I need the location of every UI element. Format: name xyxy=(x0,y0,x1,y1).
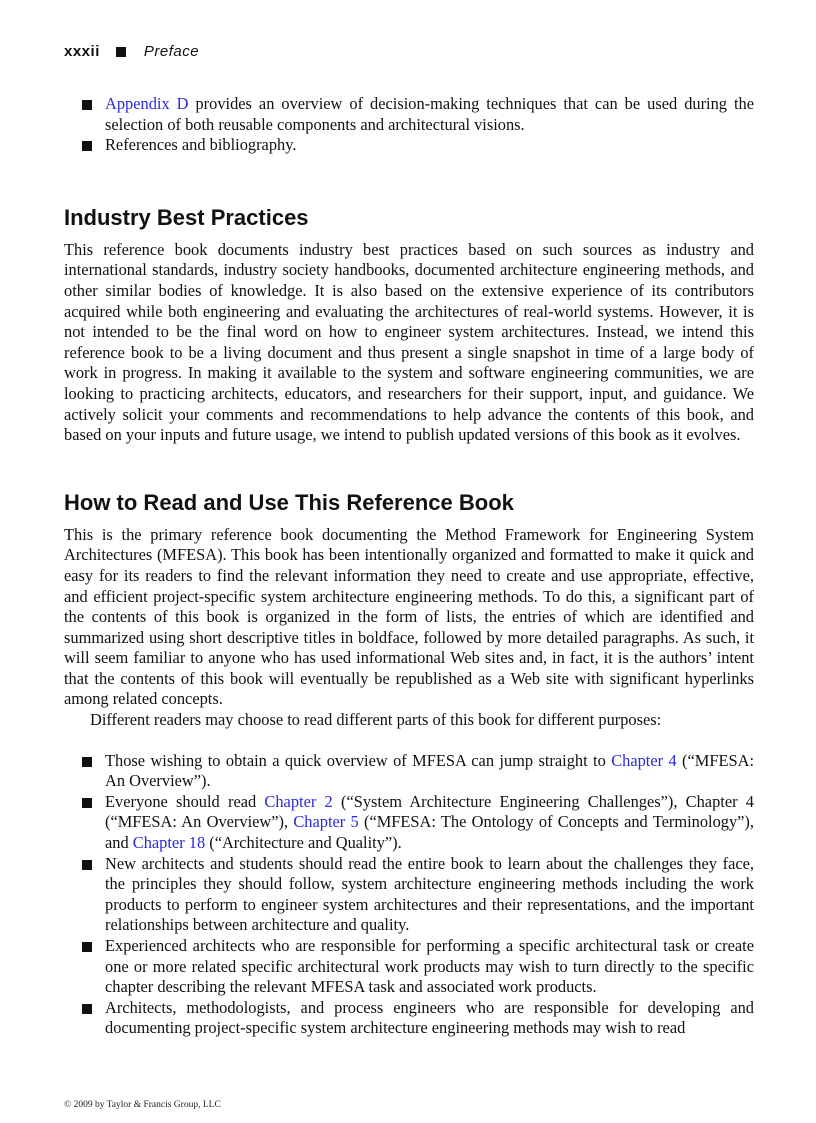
section-heading-how-to-read: How to Read and Use This Reference Book xyxy=(64,489,514,515)
list-item: References and bibliography. xyxy=(64,135,754,156)
chapter-4-link[interactable]: Chapter 4 xyxy=(611,750,677,770)
list-item: Those wishing to obtain a quick overview of MFESA can jump straight to Chapter 4 (“MFESA: An Overview”). xyxy=(64,751,754,792)
appendix-list xyxy=(64,94,754,156)
readers-list xyxy=(64,751,754,1039)
page-body xyxy=(64,94,754,1039)
readers-intro-paragraph: Different readers may choose to read different parts of this book for different purposes: xyxy=(90,710,662,730)
industry-best-practices-paragraph: This reference book documents industry best practices based on such sources as industry and international standards, industry society handbooks, documented architecture engineering methods, and other similar bodies of knowledge. It is also based on the extensive experience of its contributors acquired while both engineering and evaluating the architectures of real-world systems. However, it is not intended to be the final word on how to engineer system architectures. Instead, we intend this reference book to be a living document and thus present a single snapshot in time of a large body of work in progress. In making it available to the system and software engineering communities, we are looking to practicing architects, educators, and researchers for their support, input, and guidance. We actively solicit your comments and recommendations to help advance the contents of this book, and based on your inputs and future usage, we intend to publish updated versions of this book as it evolves. xyxy=(64,239,754,445)
chapter-5-link[interactable]: Chapter 5 xyxy=(293,812,359,832)
running-header xyxy=(64,43,199,60)
chapter-2-link[interactable]: Chapter 2 xyxy=(264,791,333,811)
chapter-18-link[interactable]: Chapter 18 xyxy=(132,833,206,853)
appendix-d-link[interactable]: Appendix D xyxy=(105,94,189,113)
section-heading-industry-best-practices: Industry Best Practices xyxy=(64,204,309,230)
list-item: Experienced architects who are responsible for performing a specific architectural task or create one or more related specific architectural work products may wish to turn directly to the specific chapter describing the relevant MFESA task and associated work products. xyxy=(64,936,754,998)
list-item: Everyone should read Chapter 2 (“System Architecture Engineering Challenges”), Chapter 4 (“MFESA: An Overview”), Chapter 5 (“MFESA: The Ontology of Concepts and Terminology”), and Chapter 18 (“Architecture and Quality”). xyxy=(64,792,754,854)
square-bullet-icon xyxy=(116,47,126,57)
running-title: Preface xyxy=(143,43,200,60)
list-item: New architects and students should read the entire book to learn about the challenges they face, the principles they should follow, system architecture engineering methods including the work products to perform to engineer system architectures and their representations, and the important relationships between architecture and quality. xyxy=(64,854,754,936)
list-item: Architects, methodologists, and process engineers who are responsible for developing and documenting project-specific system architecture engineering methods may wish to read xyxy=(64,998,754,1039)
page-number: xxxii xyxy=(64,43,100,60)
how-to-read-paragraph: This is the primary reference book documenting the Method Framework for Engineering System Architectures (MFESA). This book has been intentionally organized and formatted to make it quick and easy for its readers to find the relevant information they need to create and use appropriate, effective, and efficient project-specific system architecture engineering methods. To do this, a significant part of the contents of this book is organized in the form of lists, the entries of which are identified and summarized using short descriptive titles in boldface, followed by more detailed paragraphs. As such, it will seem familiar to anyone who has used informational Web sites and, in fact, it is the authors’ intent that the contents of this book will eventually be republished as a Web site with significant hyperlinks among related concepts. xyxy=(64,524,754,709)
list-item: Appendix D provides an overview of decision-making techniques that can be used during the selection of both reusable components and architectural visions. xyxy=(64,94,754,135)
copyright-footer: © 2009 by Taylor & Francis Group, LLC xyxy=(64,1100,221,1110)
